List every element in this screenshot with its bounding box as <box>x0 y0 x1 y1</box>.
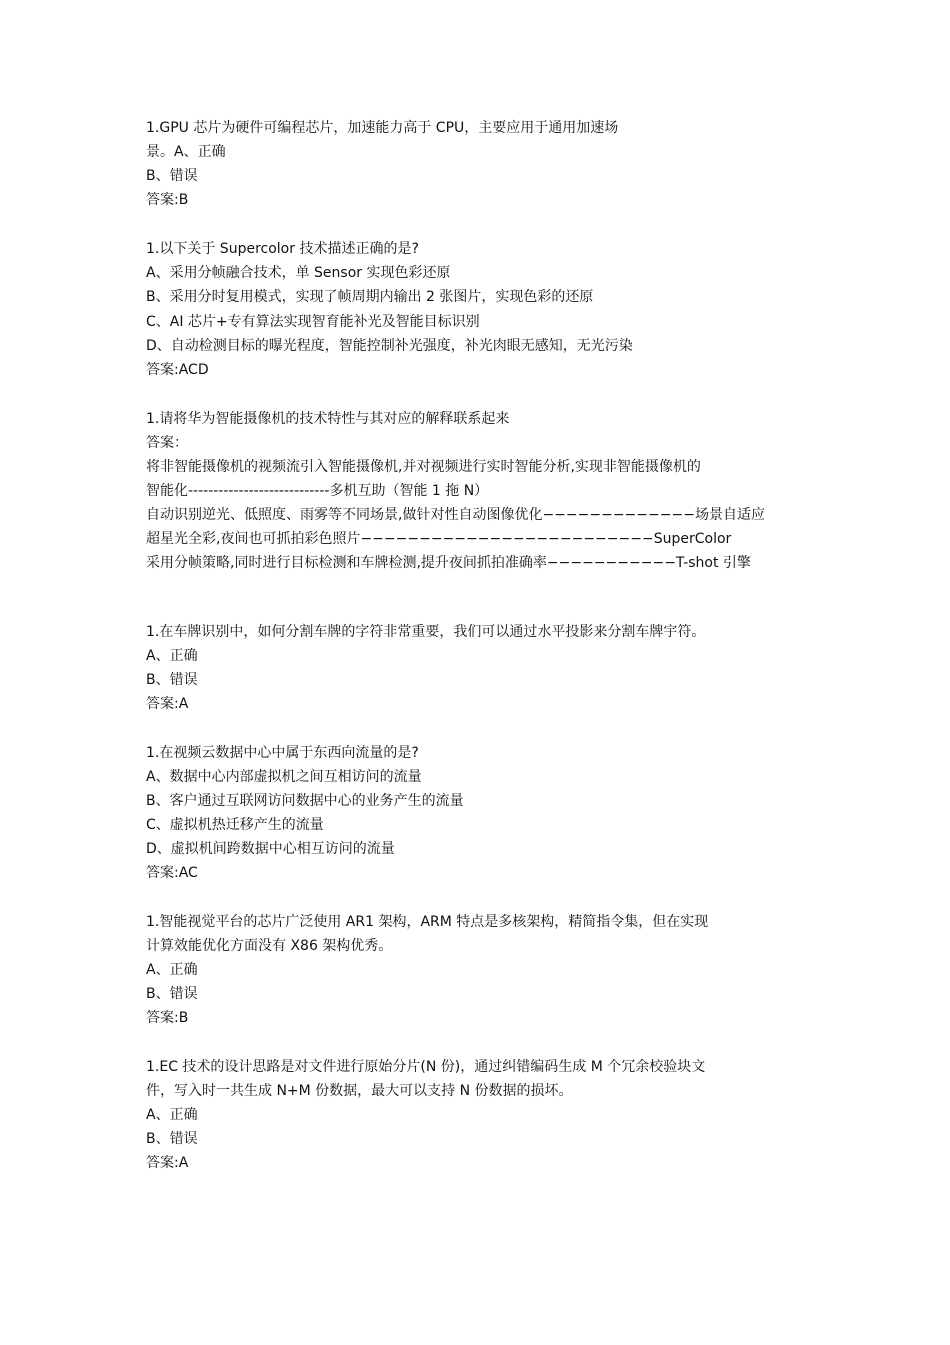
q7-option-b: B、错误 <box>146 1131 198 1147</box>
q6-answer: 答案:B <box>146 1010 189 1026</box>
q2-option-a: A、采用分帧融合技术，单 Sensor 实现色彩还原 <box>146 265 451 281</box>
q3-answer-line-5: 采用分帧策略,同时进行目标检测和车牌检测,提升夜间抓拍准确率−−−−−−−−−−−T-shot 引擎 <box>146 555 751 571</box>
q1-question-line-1: 1.GPU 芯片为硬件可编程芯片，加速能力高于 CPU，主要应用于通用加速场 <box>146 120 619 136</box>
q5-answer: 答案:AC <box>146 865 198 881</box>
q4-option-b: B、错误 <box>146 672 198 688</box>
q1-option-b: B、错误 <box>146 168 198 184</box>
q1-question-line-2: 景。A、正确 <box>146 144 226 160</box>
q3-answer-line-4: 超星光全彩,夜间也可抓拍彩色照片−−−−−−−−−−−−−−−−−−−−−−−−−SuperColor <box>146 531 732 547</box>
q2-option-c: C、AI 芯片+专有算法实现智育能补光及智能目标识别 <box>146 314 480 330</box>
q2-answer: 答案:ACD <box>146 362 209 378</box>
q6-question-line-1: 1.智能视觉平台的芯片广泛使用 AR1 架构，ARM 特点是多核架构，精简指令集，但在实现 <box>146 914 709 930</box>
q5-option-c: C、虚拟机热迁移产生的流量 <box>146 817 324 833</box>
q7-option-a: A、正确 <box>146 1107 198 1123</box>
q6-question-line-2: 计算效能优化方面没有 X86 架构优秀。 <box>146 938 393 954</box>
q5-option-b: B、客户通过互联网访问数据中心的业务产生的流量 <box>146 793 464 809</box>
q3-answer-line-3: 自动识别逆光、低照度、雨雾等不同场景,做针对性自动图像优化−−−−−−−−−−−−−场景自适应 <box>146 507 765 523</box>
q7-question-line-1: 1.EC 技术的设计思路是对文件进行原始分片(N 份)，通过纠错编码生成 M 个冗余校验块文 <box>146 1059 706 1075</box>
q4-answer: 答案:A <box>146 696 189 712</box>
q4-option-a: A、正确 <box>146 648 198 664</box>
q2-option-d: D、自动检测目标的曝光程度，智能控制补光强度，补光肉眼无感知，无光污染 <box>146 338 633 354</box>
q3-question: 1.请将华为智能摄像机的技术特性与其对应的解释联系起来 <box>146 411 510 427</box>
q6-option-b: B、错误 <box>146 986 198 1002</box>
q5-option-d: D、虚拟机间跨数据中心相互访问的流量 <box>146 841 395 857</box>
q3-answer-label: 答案： <box>146 435 188 451</box>
q6-option-a: A、正确 <box>146 962 198 978</box>
q1-answer: 答案:B <box>146 192 189 208</box>
q7-question-line-2: 件，写入时一共生成 N+M 份数据，最大可以支持 N 份数据的损坏。 <box>146 1083 573 1099</box>
q2-question: 1.以下关于 Supercolor 技术描述正确的是? <box>146 241 419 257</box>
q3-answer-line-1: 将非智能摄像机的视频流引入智能摄像机,并对视频进行实时智能分析,实现非智能摄像机的 <box>146 459 701 475</box>
q2-option-b: B、采用分时复用模式，实现了帧周期内输出 2 张图片，实现色彩的还原 <box>146 289 594 305</box>
q5-question: 1.在视频云数据中心中属于东西向流量的是? <box>146 745 419 761</box>
q5-option-a: A、数据中心内部虚拟机之间互相访问的流量 <box>146 769 422 785</box>
q7-answer: 答案:A <box>146 1155 189 1171</box>
q4-question: 1.在车牌识别中，如何分割车牌的字符非常重要，我们可以通过水平投影来分割车牌宇符。 <box>146 624 706 640</box>
q3-answer-line-2: 智能化----------------------------多机互助（智能 1 拖 N） <box>146 483 489 499</box>
